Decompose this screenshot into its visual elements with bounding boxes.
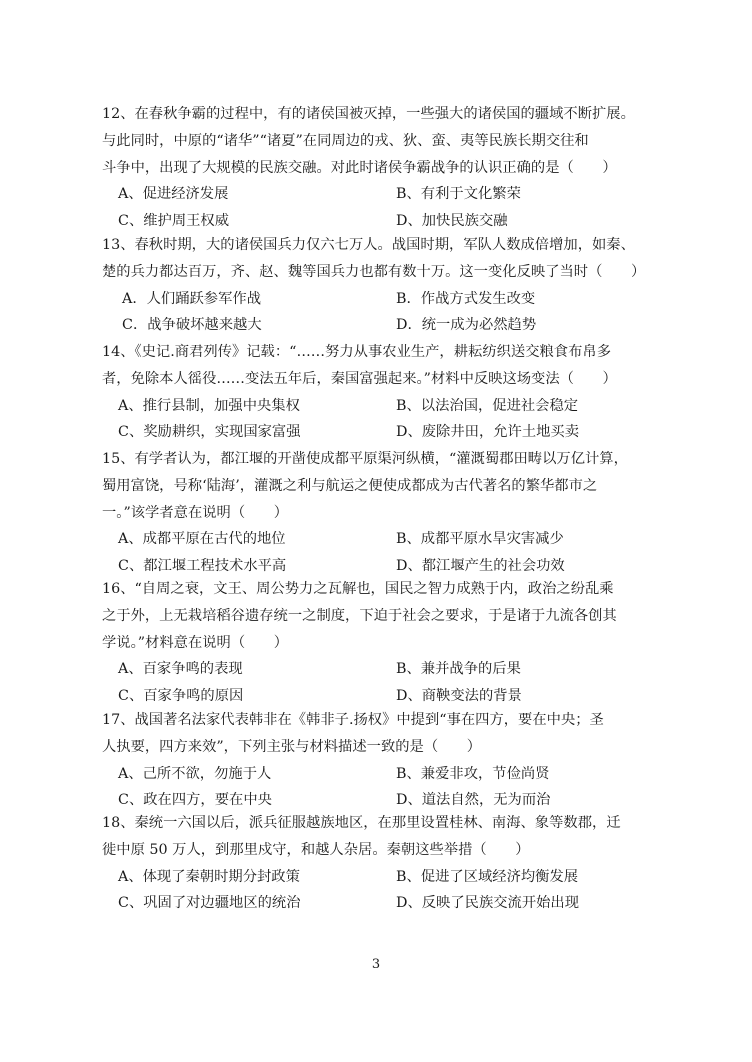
option-d: D、反映了民族交流开始出现 (396, 895, 580, 912)
question-14 (102, 339, 662, 446)
option-a: A、成都平原在古代的地位 (118, 531, 286, 548)
option-d: D、加快民族交融 (396, 213, 508, 230)
question-stem (102, 339, 662, 393)
option-b: B、兼并战争的后果 (396, 661, 521, 678)
options (102, 393, 662, 447)
question-stem (102, 446, 662, 526)
option-b: B、促进了区域经济均衡发展 (396, 868, 579, 885)
option-d: D．统一成为必然趋势 (396, 317, 537, 334)
option-c: C、都江堰工程技术水平高 (118, 558, 287, 575)
question-17 (102, 707, 662, 814)
options (102, 656, 662, 710)
stem-line: 15、有学者认为，都江堰的开凿使成都平原渠河纵横，“灌溉蜀郡田畴以万亿计算， (102, 451, 628, 467)
stem-line: 13、春秋时期，大的诸侯国兵力仅六七万人。战国时期，军队人数成倍增加，如秦、 (102, 237, 635, 253)
option-c: C、政在四方，要在中央 (118, 792, 272, 809)
stem-line: 者，免除本人徭役……变法五年后，秦国富强起来。”材料中反映这场变法（ ） (102, 370, 617, 387)
option-d: D、商鞅变法的背景 (396, 688, 522, 705)
option-c: C．战争破坏越来越大 (122, 317, 262, 334)
option-c: C、巩固了对边疆地区的统治 (118, 895, 301, 912)
option-a: A、己所不欲，勿施于人 (118, 765, 272, 782)
stem-line: 之于外，上无栽培稻谷遗存统一之制度，下迫于社会之要求，于是诸于九流各创其 (102, 607, 617, 624)
option-b: B．作战方式发生改变 (396, 290, 536, 307)
option-d: D、废除井田，允许土地买卖 (396, 424, 580, 441)
options (102, 181, 662, 235)
option-a: A、体现了秦朝时期分封政策 (118, 868, 300, 885)
stem-line: 与此同时，中原的“诸华”“诸夏”在同周边的戎、狄、蛮、夷等民族长期交往和 (102, 132, 589, 149)
option-d: D、都江堰产生的社会功效 (396, 558, 565, 575)
stem-line: 人执要，四方来效”，下列主张与材料描述一致的是（ ） (102, 738, 482, 755)
option-a: A、促进经济发展 (118, 186, 229, 203)
option-a: A、百家争鸣的表现 (118, 661, 243, 678)
question-stem (102, 101, 662, 181)
question-18 (102, 810, 662, 917)
options (102, 761, 662, 815)
stem-line: 14、《史记.商君列传》记载：“……努力从事农业生产，耕耘纺织送交粮食布帛多 (102, 344, 611, 360)
stem-line: 12、在春秋争霸的过程中，有的诸侯国被灭掉，一些强大的诸侯国的疆域不断扩展。 (102, 106, 635, 122)
options (102, 526, 662, 580)
option-c: C、维护周王权威 (118, 213, 230, 230)
question-stem (102, 232, 662, 286)
stem-line: 蜀用富饶，号称‘陆海’，灌溉之利与航运之便使成都成为古代著名的繁华都市之 (102, 477, 598, 494)
option-d: D、道法自然，无为而治 (396, 792, 551, 809)
stem-line: 楚的兵力都达百万，齐、赵、魏等国兵力也都有数十万。这一变化反映了当时（ ） (102, 263, 646, 280)
question-13 (102, 232, 662, 339)
option-a: A、推行县制，加强中央集权 (118, 397, 300, 414)
question-stem (102, 707, 662, 761)
question-stem (102, 810, 662, 864)
stem-line: 18、秦统一六国以后，派兵征服越族地区，在那里设置桂林、南海、象等数郡，迁 (102, 815, 621, 831)
stem-line: 一。”该学者意在说明（ ） (102, 504, 289, 521)
stem-line: 徙中原 50 万人，到那里戍守，和越人杂居。秦朝这些举措（ ） (102, 841, 530, 858)
stem-line: 学说。”材料意在说明（ ） (102, 634, 289, 651)
option-a: A．人们踊跃参军作战 (122, 290, 261, 307)
question-16 (102, 576, 662, 710)
option-b: B、有利于文化繁荣 (396, 186, 521, 203)
stem-line: 斗争中，出现了大规模的民族交融。对此时诸侯争霸战争的认识正确的是（ ） (102, 159, 617, 176)
option-b: B、以法治国，促进社会稳定 (396, 397, 579, 414)
option-b: B、成都平原水旱灾害减少 (396, 531, 564, 548)
page-number: 3 (371, 957, 381, 972)
stem-line: 17、战国著名法家代表韩非在《韩非子.扬权》中提到“事在四方，要在中央；圣 (102, 712, 604, 728)
option-c: C、百家争鸣的原因 (118, 688, 244, 705)
stem-line: 16、“自周之衰，文王、周公势力之瓦解也，国民之智力成熟于内，政治之纷乱乘 (102, 581, 614, 597)
option-b: B、兼爱非攻，节俭尚贤 (396, 765, 550, 782)
options (102, 286, 662, 340)
options (102, 864, 662, 918)
question-15 (102, 446, 662, 580)
option-c: C、奖励耕织，实现国家富强 (118, 424, 301, 441)
question-12 (102, 101, 662, 235)
question-stem (102, 576, 662, 656)
